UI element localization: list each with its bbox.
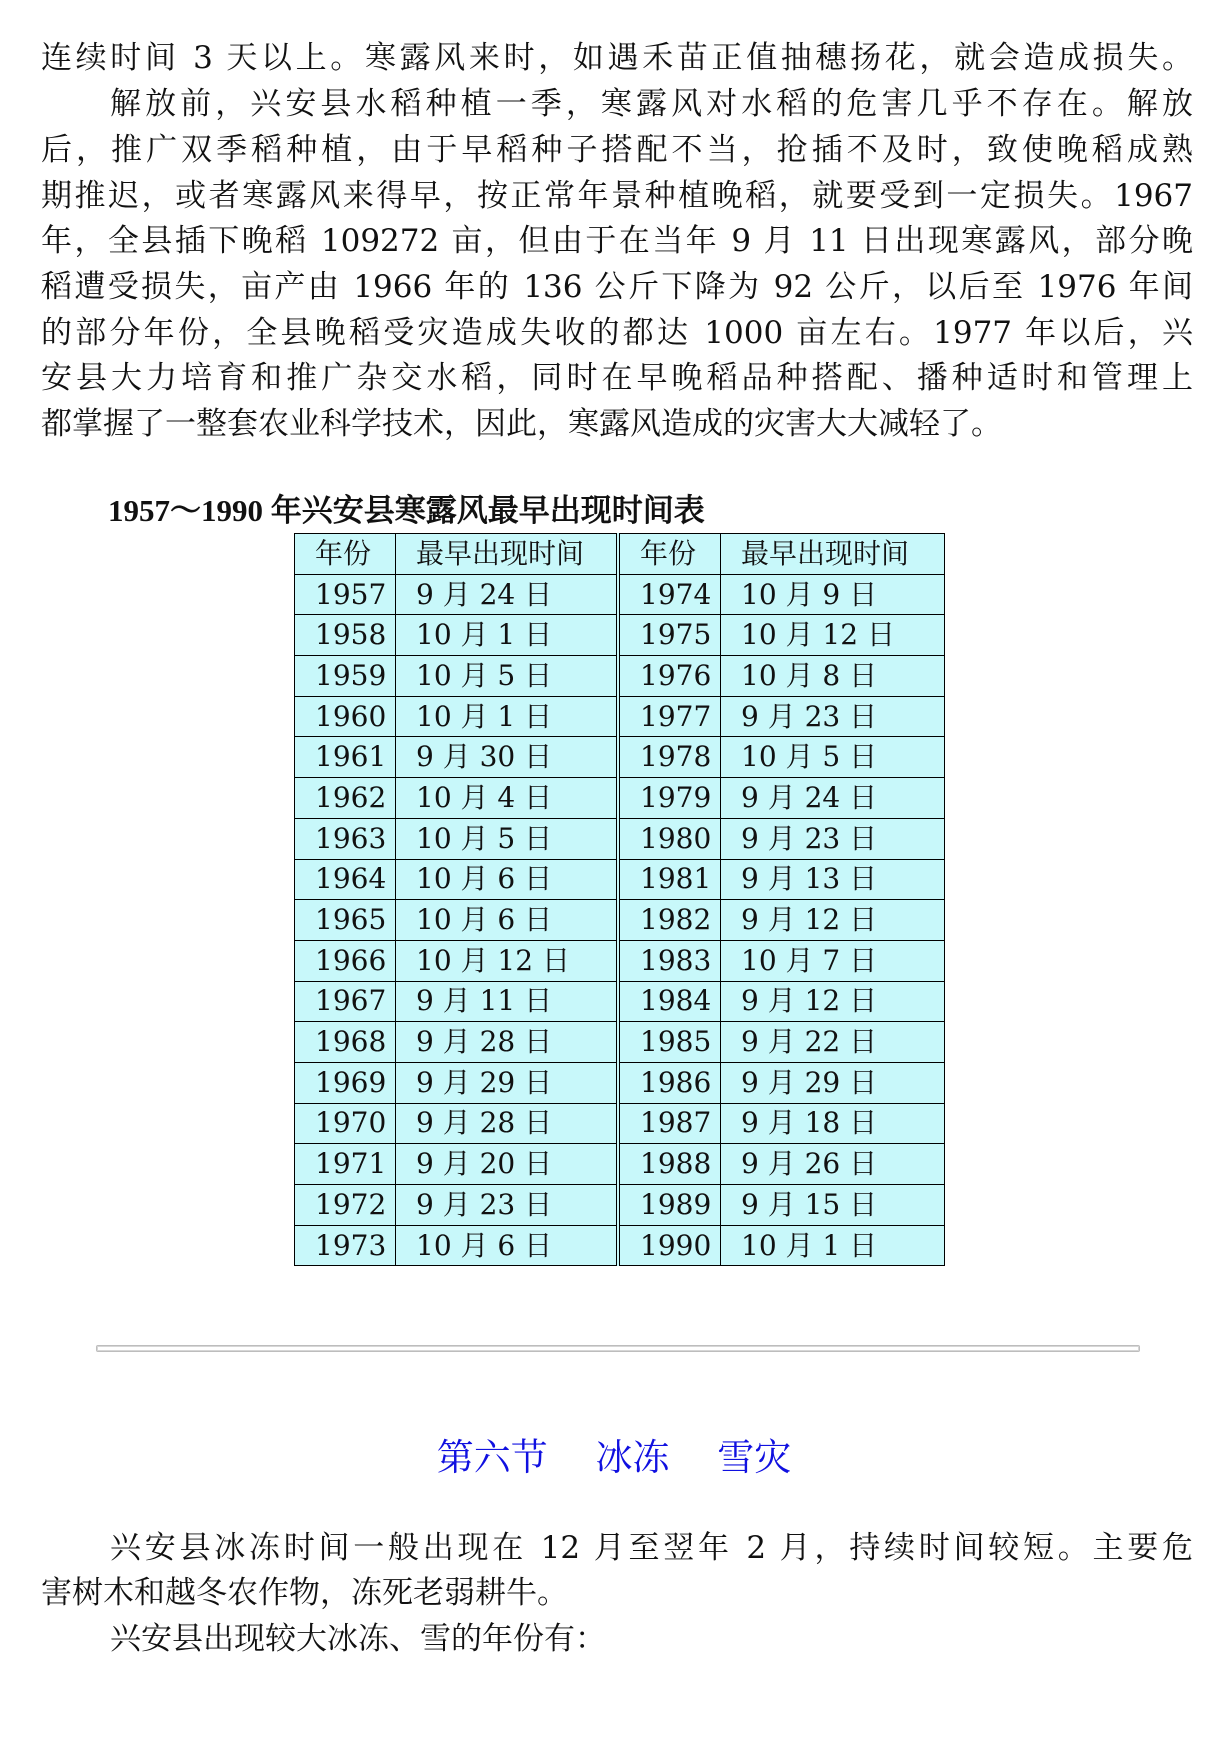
- year-cell: 1976: [618, 656, 721, 697]
- date-cell: 10 月 6 日: [396, 859, 619, 900]
- year-cell: 1978: [618, 737, 721, 778]
- year-cell: 1966: [295, 940, 396, 981]
- header-year: 年份: [618, 534, 721, 575]
- year-cell: 1985: [618, 1022, 721, 1063]
- year-cell: 1967: [295, 981, 396, 1022]
- date-cell: 9 月 13 日: [721, 859, 945, 900]
- year-cell: 1968: [295, 1022, 396, 1063]
- date-cell: 10 月 1 日: [396, 615, 619, 656]
- year-cell: 1974: [618, 574, 721, 615]
- date-cell: 9 月 29 日: [721, 1062, 945, 1103]
- year-cell: 1958: [295, 615, 396, 656]
- text-line: 期推迟，或者寒露风来得早，按正常年景种植晚稻，就要受到一定损失。1967: [41, 178, 1193, 214]
- table-row: [295, 818, 945, 859]
- date-cell: 9 月 29 日: [396, 1062, 619, 1103]
- text-line: 连续时间 3 天以上。寒露风来时，如遇禾苗正值抽穗扬花，就会造成损失。: [41, 40, 1193, 76]
- year-cell: 1957: [295, 574, 396, 615]
- date-cell: 10 月 7 日: [721, 940, 945, 981]
- date-cell: 9 月 23 日: [396, 1185, 619, 1226]
- text-line: 兴安县冰冻时间一般出现在 12 月至翌年 2 月，持续时间较短。主要危: [110, 1530, 1193, 1566]
- date-cell: 10 月 1 日: [396, 696, 619, 737]
- year-cell: 1983: [618, 940, 721, 981]
- table-row: [295, 940, 945, 981]
- date-cell: 10 月 1 日: [721, 1225, 945, 1266]
- date-cell: 10 月 6 日: [396, 1225, 619, 1266]
- section-topic: 冰冻: [595, 1436, 670, 1479]
- header-date: 最早出现时间: [396, 534, 619, 575]
- date-cell: 9 月 15 日: [721, 1185, 945, 1226]
- date-cell: 10 月 5 日: [396, 818, 619, 859]
- year-cell: 1977: [618, 696, 721, 737]
- year-cell: 1979: [618, 778, 721, 819]
- table-title: 1957～1990 年兴安县寒露风最早出现时间表: [108, 493, 705, 528]
- table-row: [295, 656, 945, 697]
- text-line: 的部分年份，全县晚稻受灾造成失收的都达 1000 亩左右。1977 年以后，兴: [41, 315, 1193, 351]
- date-cell: 9 月 22 日: [721, 1022, 945, 1063]
- header-date: 最早出现时间: [721, 534, 945, 575]
- date-cell: 9 月 20 日: [396, 1144, 619, 1185]
- section-heading: [0, 1435, 1228, 1481]
- year-cell: 1986: [618, 1062, 721, 1103]
- date-cell: 9 月 28 日: [396, 1103, 619, 1144]
- table-row: [295, 1144, 945, 1185]
- table-row: [295, 981, 945, 1022]
- year-cell: 1984: [618, 981, 721, 1022]
- date-cell: 9 月 23 日: [721, 818, 945, 859]
- date-cell: 9 月 12 日: [721, 981, 945, 1022]
- section-number: 第六节: [436, 1436, 548, 1479]
- table-row: [295, 1103, 945, 1144]
- date-cell: 10 月 5 日: [396, 656, 619, 697]
- year-cell: 1987: [618, 1103, 721, 1144]
- year-cell: 1989: [618, 1185, 721, 1226]
- date-cell: 9 月 12 日: [721, 900, 945, 941]
- header-year: 年份: [295, 534, 396, 575]
- year-cell: 1964: [295, 859, 396, 900]
- text-line: 害树木和越冬农作物，冻死老弱耕牛。: [41, 1575, 568, 1611]
- year-cell: 1965: [295, 900, 396, 941]
- table-row: [295, 1062, 945, 1103]
- year-cell: 1972: [295, 1185, 396, 1226]
- date-cell: 9 月 24 日: [396, 574, 619, 615]
- table-row: [295, 615, 945, 656]
- date-cell: 9 月 28 日: [396, 1022, 619, 1063]
- year-cell: 1990: [618, 1225, 721, 1266]
- year-cell: 1971: [295, 1144, 396, 1185]
- year-cell: 1963: [295, 818, 396, 859]
- table-row: [295, 1022, 945, 1063]
- date-cell: 9 月 30 日: [396, 737, 619, 778]
- date-cell: 10 月 4 日: [396, 778, 619, 819]
- date-cell: 9 月 26 日: [721, 1144, 945, 1185]
- table-row: [295, 1185, 945, 1226]
- date-cell: 10 月 8 日: [721, 656, 945, 697]
- table-header-row: [295, 534, 945, 575]
- date-cell: 10 月 6 日: [396, 900, 619, 941]
- text-line: 稻遭受损失，亩产由 1966 年的 136 公斤下降为 92 公斤，以后至 1976 年间: [41, 269, 1193, 305]
- table-row: [295, 696, 945, 737]
- year-cell: 1975: [618, 615, 721, 656]
- horizontal-divider: [96, 1345, 1140, 1352]
- year-cell: 1982: [618, 900, 721, 941]
- text-line: 安县大力培育和推广杂交水稻，同时在早晚稻品种搭配、播种适时和管理上: [41, 360, 1193, 396]
- date-cell: 9 月 18 日: [721, 1103, 945, 1144]
- year-cell: 1980: [618, 818, 721, 859]
- text-line: 兴安县出现较大冰冻、雪的年份有：: [110, 1621, 606, 1657]
- text-line: 年，全县插下晚稻 109272 亩，但由于在当年 9 月 11 日出现寒露风，部分晚: [41, 223, 1193, 259]
- date-cell: 10 月 12 日: [721, 615, 945, 656]
- table-row: [295, 778, 945, 819]
- date-cell: 9 月 11 日: [396, 981, 619, 1022]
- text-line: 后，推广双季稻种植，由于早稻种子搭配不当，抢插不及时，致使晚稻成熟: [41, 132, 1193, 168]
- table-row: [295, 900, 945, 941]
- date-cell: 10 月 12 日: [396, 940, 619, 981]
- date-cell: 9 月 23 日: [721, 696, 945, 737]
- year-cell: 1962: [295, 778, 396, 819]
- section-topic: 雪灾: [717, 1436, 792, 1479]
- table-row: [295, 859, 945, 900]
- year-cell: 1959: [295, 656, 396, 697]
- date-cell: 9 月 24 日: [721, 778, 945, 819]
- text-line: 都掌握了一整套农业科学技术，因此，寒露风造成的灾害大大减轻了。: [41, 406, 1002, 442]
- year-cell: 1969: [295, 1062, 396, 1103]
- frost-wind-table: [294, 533, 945, 1266]
- table-row: [295, 574, 945, 615]
- date-cell: 10 月 5 日: [721, 737, 945, 778]
- text-line: 解放前，兴安县水稻种植一季，寒露风对水稻的危害几乎不存在。解放: [110, 86, 1193, 122]
- year-cell: 1970: [295, 1103, 396, 1144]
- table-row: [295, 1225, 945, 1266]
- date-cell: 10 月 9 日: [721, 574, 945, 615]
- year-cell: 1961: [295, 737, 396, 778]
- year-cell: 1988: [618, 1144, 721, 1185]
- year-cell: 1981: [618, 859, 721, 900]
- table-row: [295, 737, 945, 778]
- year-cell: 1960: [295, 696, 396, 737]
- year-cell: 1973: [295, 1225, 396, 1266]
